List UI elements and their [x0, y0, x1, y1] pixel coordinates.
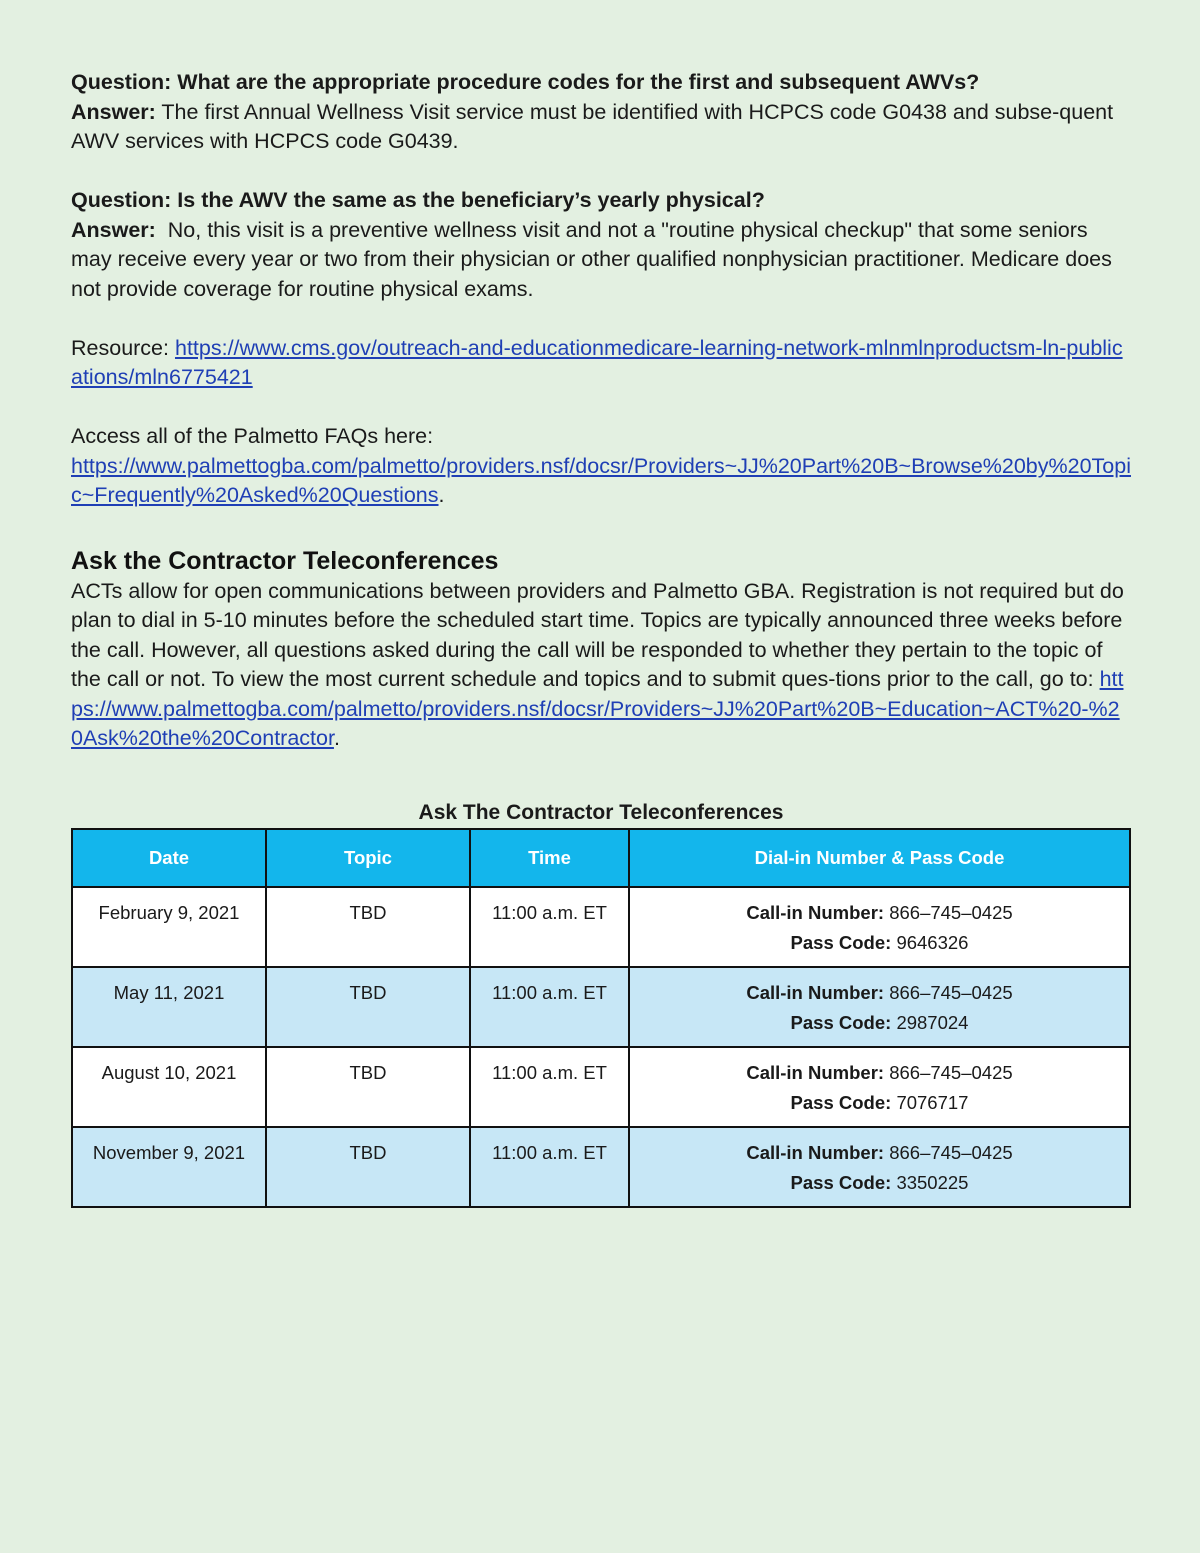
header-date: Date [72, 829, 266, 887]
table-header-row [72, 829, 1130, 887]
resource-label: Resource: [71, 335, 169, 360]
call-in-label: Call-in Number: [746, 981, 885, 1003]
cell-time: 11:00 a.m. ET [470, 887, 629, 967]
call-in-number: 866–745–0425 [889, 981, 1013, 1003]
faqs-trail: . [438, 483, 445, 507]
cell-time: 11:00 a.m. ET [470, 1127, 629, 1207]
pass-code: 9646326 [896, 931, 969, 953]
table-row [72, 967, 1130, 1047]
cell-topic: TBD [266, 1127, 470, 1207]
cell-dial-in [629, 967, 1130, 1047]
call-in-number: 866–745–0425 [889, 1141, 1013, 1163]
table-row [72, 887, 1130, 967]
call-in-label: Call-in Number: [746, 901, 885, 923]
act-body [71, 577, 1131, 754]
act-link[interactable]: https://www.palmettogba.com/palmetto/providers.nsf/docsr/Providers~JJ%20Part%20B~Education~ACT%20-%20Ask%20the%20Contractor [71, 667, 1124, 750]
cell-date: February 9, 2021 [72, 887, 266, 967]
call-in-number: 866–745–0425 [889, 1061, 1013, 1083]
cell-time: 11:00 a.m. ET [470, 1047, 629, 1127]
cell-topic: TBD [266, 887, 470, 967]
cell-date: August 10, 2021 [72, 1047, 266, 1127]
cell-dial-in [629, 1127, 1130, 1207]
pass-code: 2987024 [896, 1011, 969, 1033]
pass-code-label: Pass Code: [790, 1171, 892, 1193]
faq1-answer-label: Answer: [71, 99, 156, 124]
act-heading: Ask the Contractor Teleconferences [71, 546, 499, 575]
faq2-question: Question: Is the AWV the same as the beneficiary’s yearly physical? [71, 188, 765, 212]
cell-dial-in [629, 887, 1130, 967]
cell-topic: TBD [266, 967, 470, 1047]
faqs-link[interactable]: https://www.palmettogba.com/palmetto/providers.nsf/docsr/Providers~JJ%20Part%20B~Browse%20by%20Topic~Frequently%20Asked%20Questions [71, 453, 1131, 507]
faqs-access-line [71, 452, 1131, 511]
page-content [71, 68, 1131, 1208]
call-in-label: Call-in Number: [746, 1141, 885, 1163]
table-title: Ask The Contractor Teleconferences [418, 800, 784, 824]
call-in-number: 866–745–0425 [889, 901, 1013, 923]
resource-link[interactable]: https://www.cms.gov/outreach-and-educationmedicare-learning-network-mlnmlnproductsm-ln-publications/mln6775421 [71, 335, 1123, 389]
call-in-label: Call-in Number: [746, 1061, 885, 1083]
cell-topic: TBD [266, 1047, 470, 1127]
faq1-question: Question: What are the appropriate procedure codes for the first and subsequent AWVs? [71, 70, 980, 94]
pass-code: 3350225 [896, 1171, 969, 1193]
pass-code-label: Pass Code: [790, 1091, 892, 1113]
act-schedule-table [71, 828, 1131, 1208]
pass-code-label: Pass Code: [790, 931, 892, 953]
resource-line [71, 334, 1131, 393]
cell-dial-in [629, 1047, 1130, 1127]
act-body-text: ACTs allow for open communications between providers and Palmetto GBA. Registration is not required but do plan to dial in 5-10 minutes before the scheduled start time. Topics are typically announced three weeks before the call. However, all questions asked during the call will be responded to whether they pertain to the topic of the call or not. To view the most current schedule and topics and to submit ques-tions prior to the call, go to: [71, 578, 1124, 691]
header-time: Time [470, 829, 629, 887]
cell-time: 11:00 a.m. ET [470, 967, 629, 1047]
table-row [72, 1047, 1130, 1127]
faq1-answer [71, 98, 1131, 157]
faq2-answer-text: No, this visit is a preventive wellness visit and not a "routine physical checkup" that some seniors may receive every year or two from their physician or other qualified nonphysician practitioner. Medicare does not provide coverage for routine physical exams. [71, 217, 1112, 301]
faq1-answer-text: The first Annual Wellness Visit service must be identified with HCPCS code G0438 and subse-quent AWV services with HCPCS code G0439. [71, 99, 1114, 153]
table-row [72, 1127, 1130, 1207]
faq2-answer [71, 216, 1131, 305]
cell-date: November 9, 2021 [72, 1127, 266, 1207]
pass-code: 7076717 [896, 1091, 969, 1113]
faqs-access-text: Access all of the Palmetto FAQs here: [71, 424, 434, 448]
act-trail: . [333, 726, 340, 750]
cell-date: May 11, 2021 [72, 967, 266, 1047]
faq2-answer-label: Answer: [71, 217, 156, 242]
pass-code-label: Pass Code: [790, 1011, 892, 1033]
header-topic: Topic [266, 829, 470, 887]
header-dial-in: Dial-in Number & Pass Code [629, 829, 1130, 887]
